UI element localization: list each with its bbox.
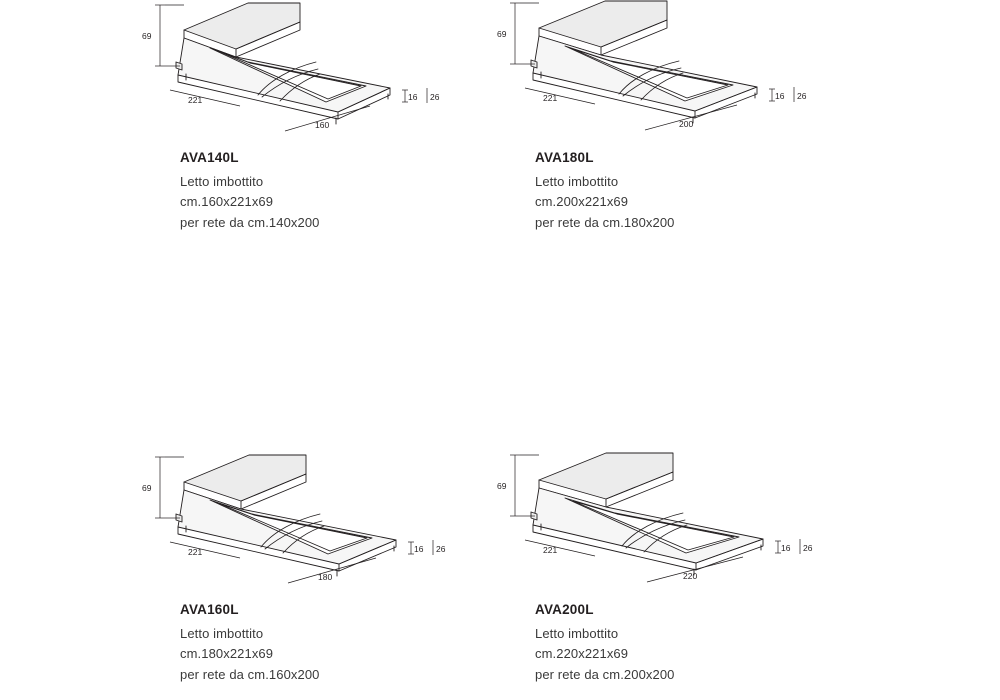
- product-net-size: per rete da cm.180x200: [535, 214, 675, 230]
- dim-width: 160: [315, 120, 330, 130]
- product-net-size: per rete da cm.140x200: [180, 214, 320, 230]
- bed-isometric-svg: [140, 452, 470, 597]
- dim-length: 221: [543, 93, 558, 103]
- product-code: AVA140L: [180, 150, 239, 165]
- product-block: [495, 0, 915, 300]
- product-type: Letto imbottito: [535, 625, 619, 641]
- bed-isometric-svg: [495, 452, 825, 597]
- product-caption: [535, 148, 675, 233]
- dim-width: 200: [679, 119, 694, 129]
- product-caption: [180, 148, 320, 233]
- product-code: AVA160L: [180, 602, 239, 617]
- dim-small: 16: [408, 92, 418, 102]
- dim-small2: 26: [803, 543, 813, 553]
- product-type: Letto imbottito: [180, 625, 264, 641]
- product-dimensions: cm.180x221x69: [180, 646, 274, 661]
- product-net-size: per rete da cm.200x200: [535, 666, 675, 682]
- dim-height: 69: [142, 31, 152, 41]
- product-caption: [180, 600, 320, 685]
- dim-width: 180: [318, 572, 333, 582]
- dim-height: 69: [497, 29, 507, 39]
- bed-drawing: [495, 452, 825, 597]
- product-dimensions: cm.220x221x69: [535, 646, 629, 661]
- bed-drawing: [495, 0, 825, 145]
- dim-height: 69: [497, 481, 507, 491]
- dim-height: 69: [142, 483, 152, 493]
- dim-length: 221: [188, 547, 203, 557]
- dim-small: 16: [775, 91, 785, 101]
- product-dimensions: cm.160x221x69: [180, 194, 274, 209]
- bed-isometric-svg: [140, 0, 470, 145]
- product-code: AVA200L: [535, 602, 594, 617]
- product-net-size: per rete da cm.160x200: [180, 666, 320, 682]
- product-type: Letto imbottito: [535, 173, 619, 189]
- product-type: Letto imbottito: [180, 173, 264, 189]
- product-caption: [535, 600, 675, 685]
- bed-drawing: [140, 452, 470, 597]
- dim-small2: 26: [430, 92, 440, 102]
- dim-length: 221: [543, 545, 558, 555]
- dim-width: 220: [683, 571, 698, 581]
- product-dimensions: cm.200x221x69: [535, 194, 629, 209]
- dim-length: 221: [188, 95, 203, 105]
- product-code: AVA180L: [535, 150, 594, 165]
- dim-small2: 26: [436, 544, 446, 554]
- bed-drawing: [140, 0, 470, 145]
- dim-small: 16: [781, 543, 791, 553]
- dim-small: 16: [414, 544, 424, 554]
- bed-isometric-svg: [495, 0, 825, 145]
- product-block: [495, 452, 915, 700]
- dim-small2: 26: [797, 91, 807, 101]
